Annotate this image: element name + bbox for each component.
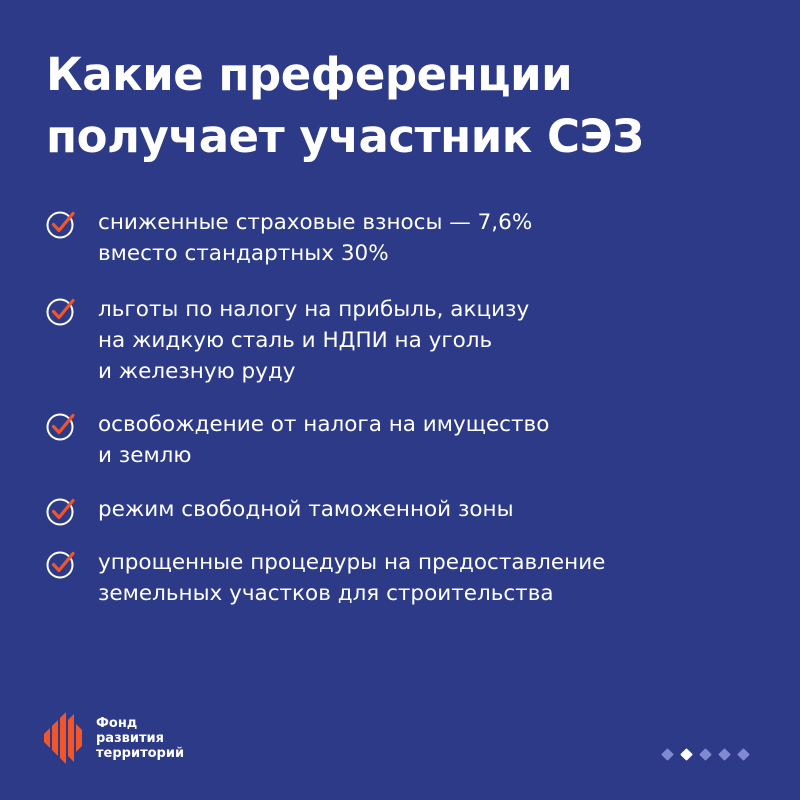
title-line-2: получает участник СЭЗ xyxy=(46,110,644,163)
fund-logo-icon xyxy=(42,712,88,764)
benefit-text-line: земельных участков для строительства xyxy=(98,581,554,606)
list-item xyxy=(44,294,774,387)
list-item xyxy=(44,409,774,471)
benefits-list xyxy=(44,207,774,609)
benefit-text-line: освобождение от налога на имущество xyxy=(98,412,550,437)
check-icon xyxy=(44,494,78,528)
pagination-dot[interactable] xyxy=(699,748,712,761)
benefit-text-line: льготы по налогу на прибыль, акцизу xyxy=(98,297,530,322)
benefit-text-line: вместо стандартных 30% xyxy=(98,241,389,266)
check-icon xyxy=(44,207,78,241)
check-icon xyxy=(44,409,78,443)
pagination-dot[interactable] xyxy=(661,748,674,761)
logo-text xyxy=(96,716,184,761)
pagination-dot-active[interactable] xyxy=(680,748,693,761)
benefit-text-line: на жидкую сталь и НДПИ на уголь xyxy=(98,328,493,353)
title-line-1: Какие преференции xyxy=(46,48,573,101)
benefit-text-line: сниженные страховые взносы — 7,6% xyxy=(98,210,533,235)
benefit-text-line: упрощенные процедуры на предоставление xyxy=(98,550,606,575)
pagination-dot[interactable] xyxy=(718,748,731,761)
list-item xyxy=(44,207,774,269)
list-item xyxy=(44,494,774,525)
fund-logo xyxy=(42,712,184,764)
pagination-dots xyxy=(653,750,748,759)
benefit-text-line: и железную руду xyxy=(98,359,296,384)
benefit-text-line: и землю xyxy=(98,443,192,468)
logo-line: территорий xyxy=(96,745,185,761)
pagination-dot[interactable] xyxy=(737,748,750,761)
logo-line: Фонд xyxy=(96,715,138,731)
benefit-text-line: режим свободной таможенной зоны xyxy=(98,497,514,522)
check-icon xyxy=(44,294,78,328)
logo-line: развития xyxy=(96,730,164,746)
page-title xyxy=(46,44,766,168)
check-icon xyxy=(44,547,78,581)
list-item xyxy=(44,547,774,609)
